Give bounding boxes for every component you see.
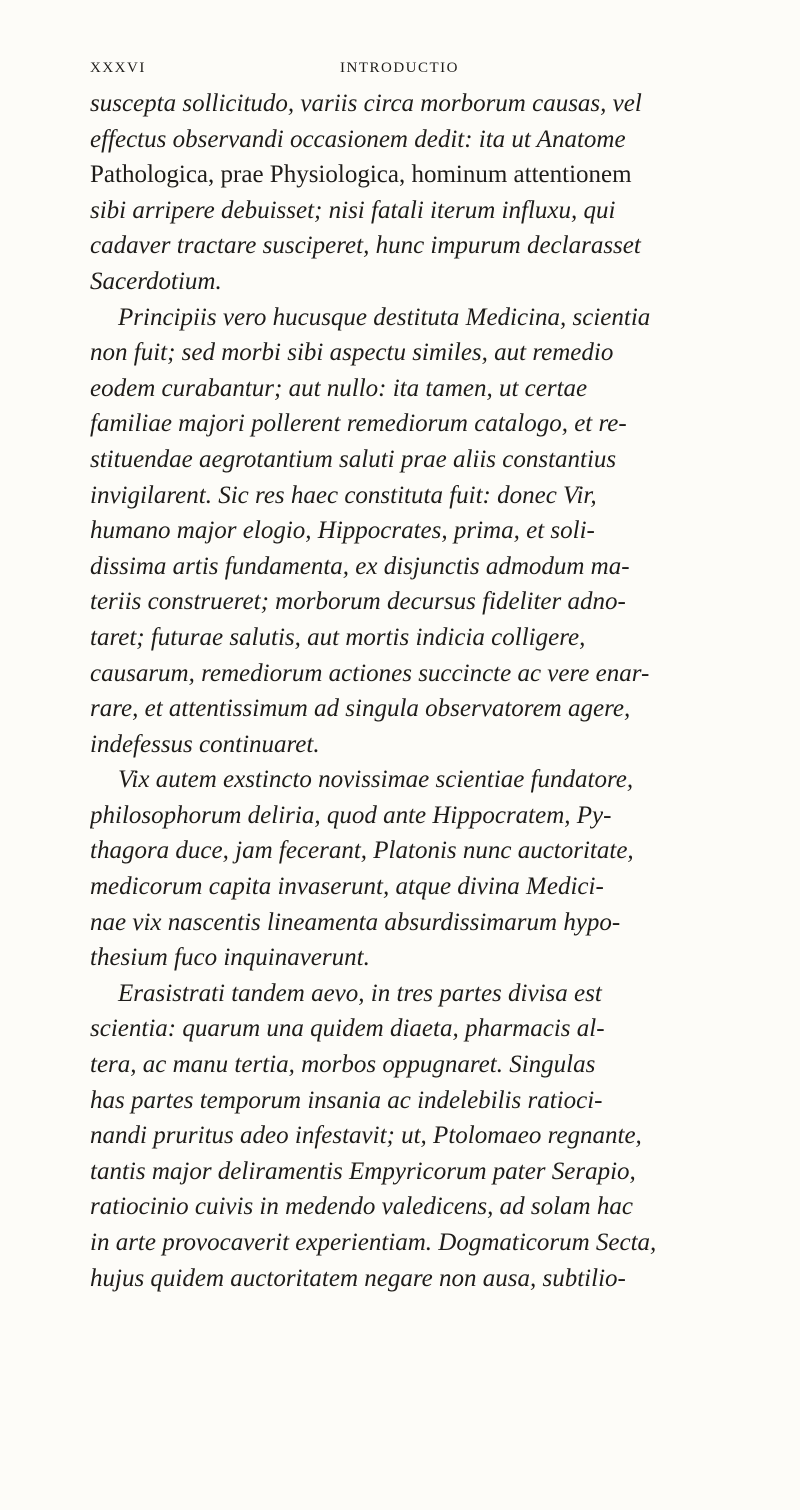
text-line: cadaver tractare susciperet, hunc impurum declarasset [90, 232, 641, 260]
text-line: scientia: quarum una quidem diaeta, pharmacis al- [90, 1015, 605, 1043]
text-line: Principiis vero hucusque destituta Medicina, scientia [118, 303, 651, 331]
text-line: suscepta sollicitudo, variis circa morborum causas, vel [90, 90, 642, 117]
text-line: nandi pruritus adeo infestavit; ut, Ptolomaeo regnante, [90, 1122, 642, 1150]
text-line: causarum, remediorum actiones succincte ac vere enar- [90, 659, 650, 687]
text-line: thesium fuco inquinaverunt. [90, 944, 370, 972]
text-line: rare, et attentissimum ad singula observatorem agere, [90, 695, 631, 723]
text-line: thagora duce, jam fecerant, Platonis nunc auctoritate, [90, 837, 634, 865]
text-line: tantis major deliramentis Empyricorum pater Serapio, [90, 1157, 636, 1185]
text-line: non fuit; sed morbi sibi aspectu similes, aut remedio [90, 339, 614, 367]
text-line: Vix autem exstincto novissimae scientiae fundatore, [118, 766, 634, 794]
text-line: hujus quidem auctoritatem negare non ausa, subtilio- [90, 1264, 626, 1292]
body-text [90, 86, 780, 1296]
text-line: invigilarent. Sic res haec constituta fuit: donec Vir, [90, 481, 597, 509]
text-line: familiae majori pollerent remediorum catalogo, et re- [90, 410, 627, 438]
text-line: sibi arripere debuisset; nisi fatali iterum influxu, qui [90, 196, 616, 224]
page-header [90, 60, 750, 84]
text-line: taret; futurae salutis, aut mortis indicia colligere, [90, 623, 586, 651]
text-line: philosophorum deliria, quod ante Hippocratem, Py- [90, 801, 612, 829]
text-line: ratiocinio cuivis in medendo valedicens, ad solam hac [90, 1193, 633, 1221]
text-line: Sacerdotium. [90, 267, 222, 295]
text-line: in arte provocaverit experientiam. Dogmaticorum Secta, [90, 1229, 657, 1256]
text-line: humano major elogio, Hippocrates, prima, et soli- [90, 517, 595, 545]
text-line: effectus observandi occasionem dedit: ita ut Anatome [90, 125, 626, 153]
text-line: indefessus continuaret. [90, 730, 320, 758]
text-line: tera, ac manu tertia, morbos oppugnaret. Singulas [90, 1051, 596, 1079]
text-line: nae vix nascentis lineamenta absurdissimarum hypo- [90, 908, 621, 936]
text-line: teriis construeret; morborum decursus fideliter adno- [90, 588, 626, 616]
running-head: INTRODUCTIO [340, 60, 459, 76]
text-line: stituendae aegrotantium saluti prae aliis constantius [90, 445, 617, 473]
text-line: medicorum capita invaserunt, atque divina Medici- [90, 873, 604, 901]
text-line: has partes temporum insania ac indelebilis ratioci- [90, 1086, 603, 1114]
text-line: Pathologica, prae Physiologica, hominum attentionem [90, 161, 632, 189]
text-line: Erasistrati tandem aevo, in tres partes divisa est [118, 979, 602, 1007]
page-number: XXXVI [90, 60, 146, 76]
text-line: eodem curabantur; aut nullo: ita tamen, ut certae [90, 374, 588, 402]
text-line: dissima artis fundamenta, ex disjunctis admodum ma- [90, 552, 630, 580]
